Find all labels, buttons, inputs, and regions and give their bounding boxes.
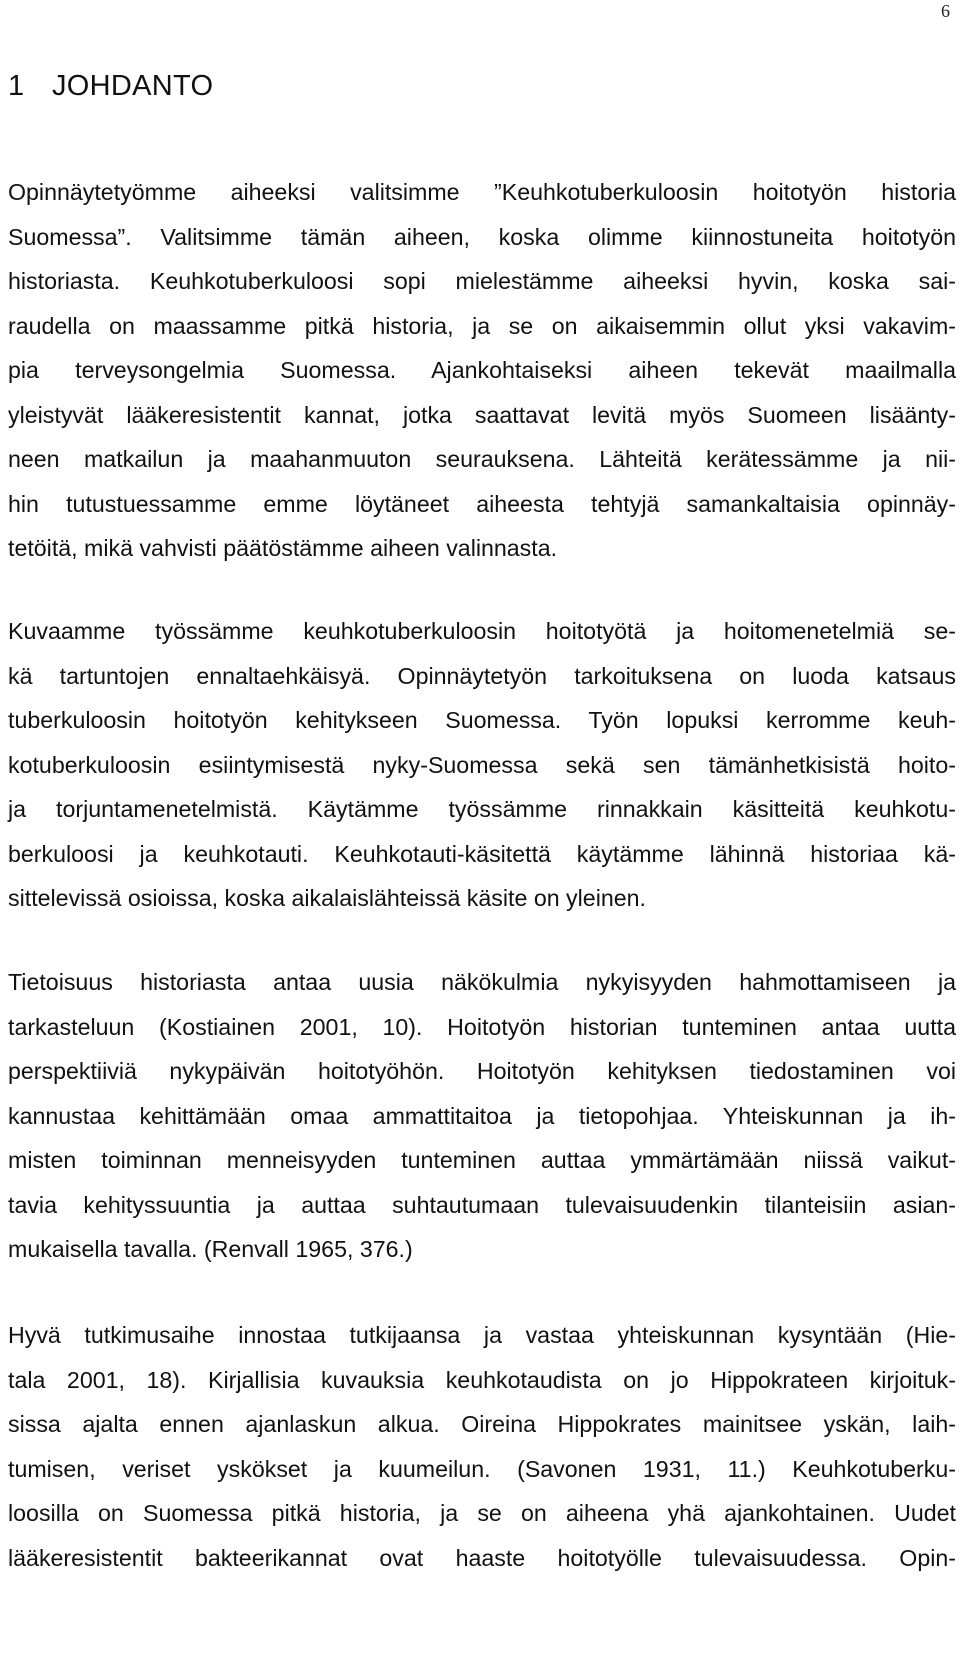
- text-line: raudella on maassamme pitkä historia, ja se on aikaisemmin ollut yksi vakavim-: [8, 312, 956, 339]
- text-line: misten toiminnan menneisyyden tunteminen auttaa ymmärtämään niissä vaikut-: [8, 1147, 956, 1173]
- text-line: tarkasteluun (Kostiainen 2001, 10). Hoitotyön historian tunteminen antaa uutta: [8, 1013, 956, 1040]
- text-line: sittelevissä osioissa, koska aikalaislähteissä käsite on yleinen.: [8, 885, 646, 911]
- paragraph-scope: [8, 609, 956, 921]
- text-line: yleistyvät lääkeresistentit kannat, jotka saattavat levitä myös Suomeen lisäänty-: [8, 401, 956, 428]
- text-line: Opinnäytetyömme aiheeksi valitsimme ”Keuhkotuberkuloosin hoitotyön historia: [8, 179, 956, 205]
- text-line: tetöitä, mikä vahvisti päätöstämme aiheen valinnasta.: [8, 535, 558, 561]
- text-line: berkuloosi ja keuhkotauti. Keuhkotauti-käsitettä käytämme lähinnä historiaa kä-: [8, 840, 956, 867]
- text-line: Hyvä tutkimusaihe innostaa tutkijaansa ja vastaa yhteiskunnan kysyntään (Hie-: [8, 1322, 956, 1348]
- text-line: tavia kehityssuuntia ja auttaa suhtautumaan tulevaisuudenkin tilanteisiin asian-: [8, 1191, 956, 1218]
- text-line: sissa ajalta ennen ajanlaskun alkua. Oireina Hippokrates mainitsee yskän, laih-: [8, 1411, 956, 1437]
- text-line: Suomessa”. Valitsimme tämän aiheen, koska olimme kiinnostuneita hoitotyön: [8, 223, 956, 250]
- paragraph-research-topic: [8, 1313, 956, 1580]
- text-line: tumisen, veriset yskökset ja kuumeilun. (Savonen 1931, 11.) Keuhkotuberku-: [8, 1455, 956, 1482]
- paragraph-history-awareness: [8, 960, 956, 1272]
- chapter-number: 1: [8, 70, 25, 102]
- text-line: kannustaa kehittämään omaa ammattitaitoa ja tietopohjaa. Yhteiskunnan ja ih-: [8, 1102, 956, 1129]
- paragraph-introduction: [8, 170, 956, 571]
- text-line: tuberkuloosin hoitotyön kehitykseen Suomessa. Työn lopuksi kerromme keuh-: [8, 707, 956, 733]
- chapter-heading: [8, 66, 213, 106]
- text-line: hin tutustuessamme emme löytäneet aiheesta tehtyjä samankaltaisia opinnäy-: [8, 490, 956, 517]
- text-line: kä tartuntojen ennaltaehkäisyä. Opinnäytetyön tarkoituksena on luoda katsaus: [8, 662, 956, 689]
- text-line: tala 2001, 18). Kirjallisia kuvauksia keuhkotaudista on jo Hippokrateen kirjoituk-: [8, 1366, 956, 1393]
- text-line: lääkeresistentit bakteerikannat ovat haaste hoitotyölle tulevaisuudessa. Opin-: [8, 1544, 956, 1571]
- text-line: neen matkailun ja maahanmuuton seurauksena. Lähteitä kerätessämme ja nii-: [8, 446, 956, 472]
- text-line: mukaisella tavalla. (Renvall 1965, 376.): [8, 1236, 413, 1262]
- page-number: 6: [941, 1, 950, 21]
- text-line: historiasta. Keuhkotuberkuloosi sopi mielestämme aiheeksi hyvin, koska sai-: [8, 268, 956, 294]
- text-line: kotuberkuloosin esiintymisestä nyky-Suomessa sekä sen tämänhetkisistä hoito-: [8, 751, 956, 778]
- text-line: Tietoisuus historiasta antaa uusia näkökulmia nykyisyyden hahmottamiseen ja: [8, 969, 956, 995]
- chapter-title: JOHDANTO: [52, 70, 214, 102]
- text-line: ja torjuntamenetelmistä. Käytämme työssämme rinnakkain käsitteitä keuhkotu-: [8, 796, 956, 822]
- text-line: pia terveysongelmia Suomessa. Ajankohtaiseksi aiheen tekevät maailmalla: [8, 357, 956, 383]
- text-line: Kuvaamme työssämme keuhkotuberkuloosin hoitotyötä ja hoitomenetelmiä se-: [8, 618, 956, 644]
- text-line: perspektiiviä nykypäivän hoitotyöhön. Hoitotyön kehityksen tiedostaminen voi: [8, 1058, 956, 1084]
- text-line: loosilla on Suomessa pitkä historia, ja se on aiheena yhä ajankohtainen. Uudet: [8, 1500, 956, 1526]
